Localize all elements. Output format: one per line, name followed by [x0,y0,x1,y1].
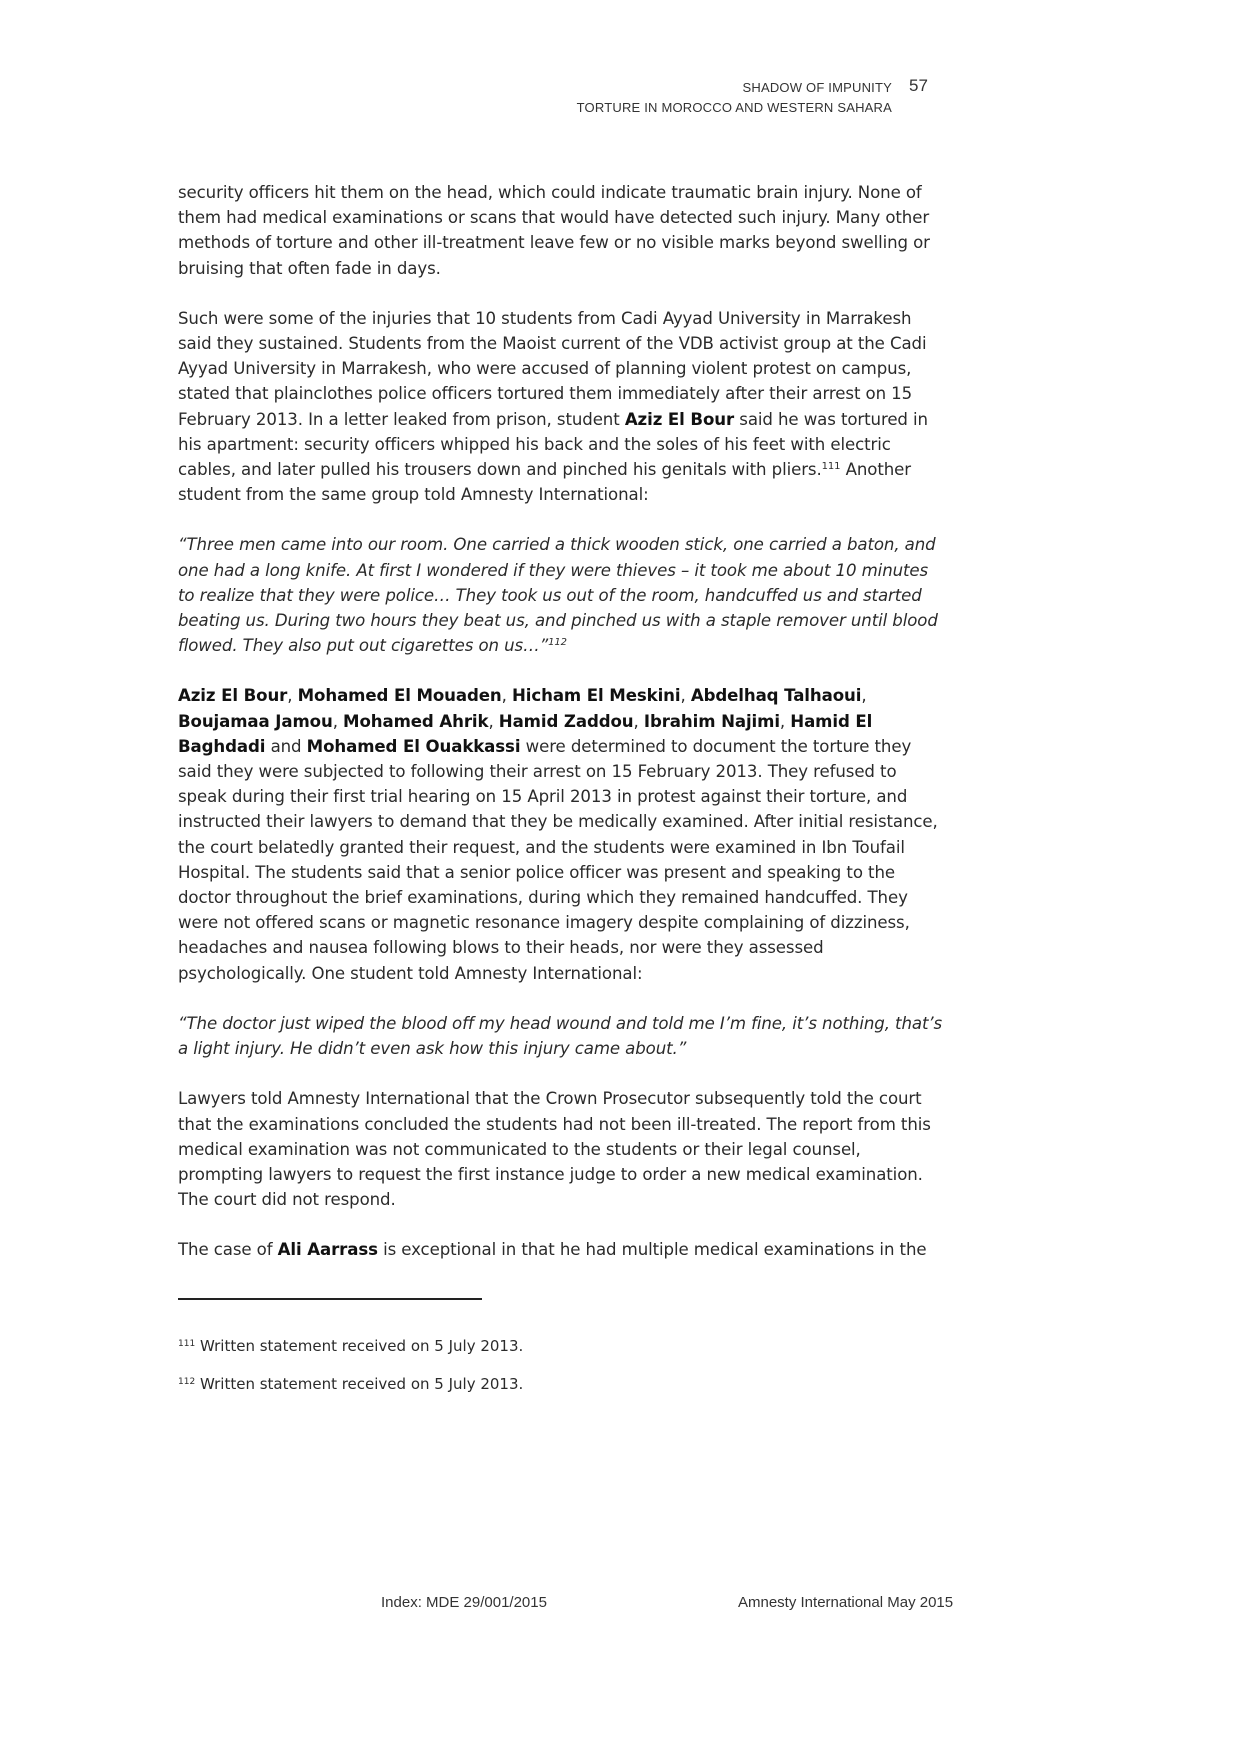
body-text [178,180,948,1288]
quote-text: “The doctor just wiped the blood off my head wound and told me I’m fine, it’s nothing, that’s a light injury. He didn’t even ask how this injury came about.” [178,1013,943,1059]
footnote-number: 111 [178,1339,196,1349]
paragraph-1 [178,180,948,281]
text-run: , [680,686,691,706]
running-header-title: SHADOW OF IMPUNITY [742,80,892,95]
footnote-reference[interactable]: 111 [821,461,841,473]
paragraph-4 [178,683,948,985]
person-name: Aziz El Bour [178,686,288,706]
paragraph-2 [178,306,948,508]
text-run: , [332,711,344,731]
running-header-subtitle: TORTURE IN MOROCCO AND WESTERN SAHARA [576,100,892,115]
text-run: , [633,711,644,731]
paragraph-6 [178,1086,948,1212]
person-name: Hamid Zaddou [498,711,634,731]
text-run: were determined to document the torture they said they were subjected to following their arrest on 15 February 2013. They refused to speak during their first trial hearing on 15 April 2013 in protest against their torture, and instructed their lawyers to demand that they be medically examined. After initial resistance, the court belatedly granted their request, and the students were examined in Ibn Toufail Hospital. The students said that a senior police officer was present and speaking to the doctor throughout the brief examinations, during which they remained handcuffed. They were not offered scans or magnetic resonance imagery despite complaining of dizziness, headaches and nausea following blows to their heads, nor were they assessed psychologically. One student told Amnesty International: [178,736,938,983]
person-name: Ibrahim Najimi [643,711,780,731]
text-run: , [861,686,867,706]
text-run: said he was tortured in his apartment: security officers whipped his back and the soles of his feet with electric cables, and later pulled his trousers down and pinched his genitals with pliers. [178,409,928,480]
person-name: Hicham El Meskini [512,686,681,706]
footnote-text: Written statement received on 5 July 2013. [199,1375,524,1393]
person-name: Mohamed El Mouaden [297,686,502,706]
footnote-111 [178,1336,878,1356]
text-run: and [265,736,307,756]
text-run: Such were some of the injuries that 10 students from Cadi Ayyad University in Marrakesh said they sustained. Students from the Maoist current of the VDB activist group at the Cadi Ayyad University in Marrakesh, who were accused of planning violent protest on campus, stated that plainclothes police officers tortured them immediately after their arrest on 15 February 2013. In a letter leaked from prison, student [178,308,927,429]
person-name: Aziz El Bour [624,409,735,429]
text-run: Lawyers told Amnesty International that the Crown Prosecutor subsequently told the court that the examinations concluded the students had not been ill-treated. The report from this medical examination was not communicated to the students or their legal counsel, prompting lawyers to request the first instance judge to order a new medical examination. The court did not respond. [178,1089,931,1210]
footnote-number: 112 [178,1377,196,1387]
footer-publisher: Amnesty International May 2015 [738,1594,954,1611]
person-name: Boujamaa Jamou [178,711,333,731]
footnote-text: Written statement received on 5 July 2013. [199,1337,524,1355]
paragraph-5-quote [178,1011,948,1061]
footnotes [178,1336,878,1412]
person-name: Ali Aarrass [277,1240,378,1260]
text-run: , [779,711,791,731]
page-number: 57 [909,76,928,95]
text-run: security officers hit them on the head, which could indicate traumatic brain injury. None of them had medical examinations or scans that would have detected such injury. Many other methods of torture and other ill-treatment leave few or no visible marks beyond swelling or bruising that often fade in days. [178,183,930,278]
running-header [577,78,892,118]
text-run: Another student from the same group told Amnesty International: [178,460,912,505]
person-name: Abdelhaq Talhaoui [690,686,862,706]
paragraph-3-quote [178,532,948,658]
quote-text: “Three men came into our room. One carried a thick wooden stick, one carried a baton, and one had a long knife. At first I wondered if they were thieves – it took me about 10 minutes to realize that they were police… They took us out of the room, handcuffed us and started beating us. During two hours they beat us, and pinched us with a staple remover until blood flowed. They also put out cigarettes on us…” [178,535,938,656]
paragraph-7 [178,1237,948,1262]
person-name: Mohamed El Ouakkassi [306,736,521,756]
footnote-reference[interactable]: 112 [548,637,567,649]
footer-index: Index: MDE 29/001/2015 [381,1594,547,1611]
text-run: , [501,686,512,706]
footnote-divider [178,1298,482,1300]
person-name: Hamid El Baghdadi [178,711,873,756]
text-run: , [488,711,499,731]
text-run: , [287,686,298,706]
person-name: Mohamed Ahrik [343,711,489,731]
text-run: is exceptional in that he had multiple medical examinations in the [377,1240,927,1260]
footnote-112 [178,1374,878,1394]
text-run: The case of [178,1240,278,1260]
